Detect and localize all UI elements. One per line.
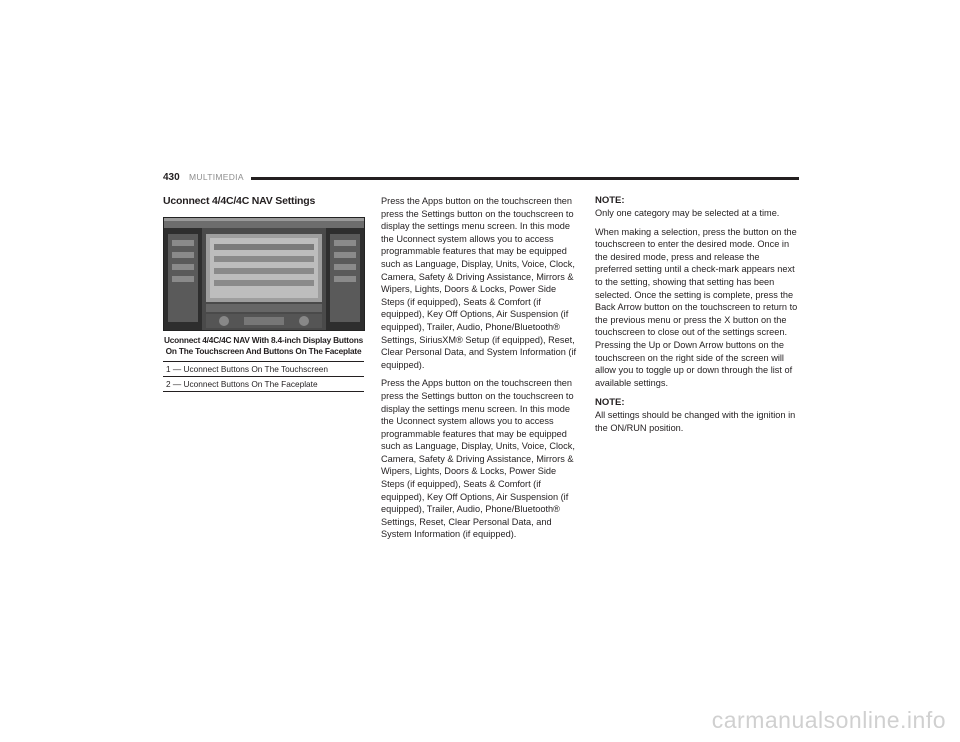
left-column — [163, 195, 364, 392]
figure-legend — [163, 361, 364, 392]
header-rule — [251, 177, 799, 180]
note-label: NOTE: — [595, 195, 625, 206]
legend-item: 1 — Uconnect Buttons On The Touchscreen — [166, 364, 329, 374]
section-title: MULTIMEDIA — [189, 172, 244, 182]
right-column — [595, 195, 799, 441]
note-label: NOTE: — [595, 397, 625, 409]
body-paragraph: Press the Apps button on the touchscreen then press the Settings button on the touchscreen to display the settings menu screen. In this mode the Uconnect system allows you to access programmable features that may be equipped such as Language, Display, Units, Voice, Clock, Camera, Safety & Driving Assistance, Mirrors & Wipers, Lights, Doors & Locks, Power Side Steps (if equipped), Seats & Comfort (if equipped), Key Off Options, Air Suspension (if equipped), Trailer, Audio, Phone/Bluetooth® Settings, Reset, Clear Personal Data, and System Information (if equipped). — [381, 378, 575, 540]
note-text: All settings should be changed with the ignition in the ON/RUN position. — [595, 410, 796, 433]
uconnect-display-photo — [163, 217, 365, 331]
middle-column — [381, 195, 580, 547]
site-watermark: carmanualsonline.info — [711, 707, 946, 733]
section-heading: Uconnect 4/4C/4C NAV Settings — [163, 195, 316, 207]
page-number: 430 — [163, 172, 180, 183]
body-paragraph: Press the Apps button on the touchscreen then press the Settings button on the touchscreen to display the settings menu screen. In this mode the Uconnect system allows you to access programmable features that may be equipped such as Language, Display, Units, Voice, Clock, Camera, Safety & Driving Assistance, Mirrors & Wipers, Lights, Doors & Locks, Power Side Steps (if equipped), Seats & Comfort (if equipped), Key Off Options, Air Suspension (if equipped), Trailer, Audio, Phone/Bluetooth® Settings, SiriusXM® Setup (if equipped), Reset, Clear Personal Data, and System Information (if equipped). — [381, 196, 577, 370]
figure-caption: Uconnect 4/4C/4C NAV With 8.4-inch Display Buttons On The Touchscreen And Buttons On The Faceplate — [163, 335, 364, 356]
legend-item: 2 — Uconnect Buttons On The Faceplate — [163, 376, 364, 391]
body-paragraph: When making a selection, press the button on the touchscreen to enter the desired mode. Once in the desired mode, press and release the preferred setting until a check-mark appears next to the setting, showing that setting has been selected. Once the setting is complete, press the Back Arrow button on the touchscreen to return to the previous menu or press the X button on the touchscreen to close out of the settings screen. Pressing the Up or Down Arrow buttons on the touchscreen on the right side of the screen will allow you to toggle up or down through the list of available settings. — [595, 226, 798, 388]
page-header — [163, 172, 799, 186]
note-text: Only one category may be selected at a time. — [595, 208, 780, 218]
